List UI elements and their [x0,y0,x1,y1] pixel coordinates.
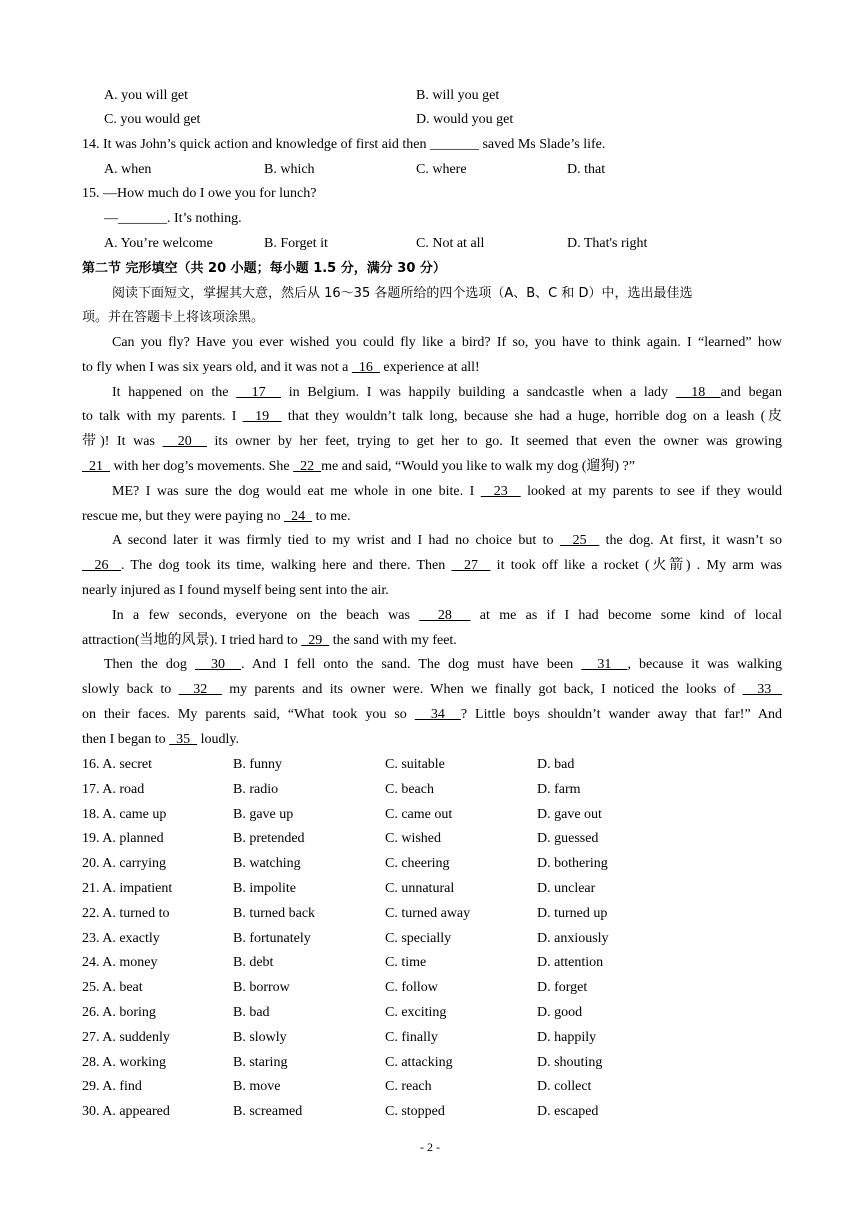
option-24-d: D. attention [537,955,604,971]
passage-text: its owner by her feet, trying to get her to go. It seemed that even the owner was growing [206,434,782,450]
q13-option-a: A. you will get [104,88,188,103]
blank-28: 28 [419,607,471,623]
blank-34: 34 [414,707,461,722]
passage-text: ME? I was sure the dog would eat me whole in one bite. I [112,483,481,499]
passage-text: rescue me, but they were paying no [82,508,285,524]
blank-20: 20 [162,434,207,450]
passage-text: to talk with my parents. I [82,409,243,425]
passage-text: and began [720,384,782,400]
blank-21: 21 [82,459,110,474]
passage-text: loudly. [197,731,239,747]
passage-text: experience at all! [379,359,480,375]
passage-text: then I began to [82,731,170,747]
passage-line [82,631,782,651]
option-26-c: C. exciting [385,1005,447,1020]
option-26-b: B. bad [233,1005,270,1020]
option-25-a: 25. A. beat [82,980,143,996]
option-20-a: 20. A. carrying [82,856,166,872]
passage-text: it took off like a rocket (火箭) . My arm was [490,558,782,574]
option-27-a: 27. A. suddenly [82,1029,170,1045]
option-18-b: B. gave up [233,806,294,822]
passage-text: my parents and its owner were. When we finally got back, I noticed the looks of [221,682,743,698]
q14-option-c: C. where [416,162,467,177]
passage-text: attraction(当地的风景). I tried hard to [82,632,302,648]
blank-25: 25 [559,533,600,549]
option-19-a: 19. A. planned [82,831,164,847]
blank-30: 30 [194,657,242,673]
blank-18: 18 [675,384,721,400]
option-30-b: B. screamed [233,1104,303,1120]
passage-line [112,531,782,551]
option-17-b: B. radio [233,781,279,797]
passage-text: . And I fell onto the sand. The dog must have been [241,657,582,673]
passage-line [82,407,782,427]
option-22-b: B. turned back [233,905,316,921]
option-17-d: D. farm [537,781,581,797]
passage-line [82,705,782,725]
blank-35: 35 [169,731,198,747]
option-17-c: C. beach [385,781,434,797]
passage-line [82,358,782,378]
passage-text: to fly when I was six years old, and it was not a [82,359,352,375]
passage-line [82,556,782,576]
passage-text: the sand with my feet. [329,632,457,648]
passage-line [82,457,782,477]
q15-stem: 15. —How much do I owe you for lunch? [82,186,317,201]
passage-text: A second later it was firmly tied to my wrist and I had no choice but to [112,533,560,549]
option-25-d: D. forget [537,980,588,996]
passage-text: ? Little boys shouldn’t wander away that far!” And [460,707,782,722]
blank-24: 24 [284,508,313,524]
blank-22: 22 [293,459,322,474]
option-21-c: C. unnatural [385,881,455,896]
q14-option-d: D. that [567,162,606,177]
passage-line [104,655,782,675]
option-20-d: D. bothering [537,856,608,872]
passage-text: with her dog’s movements. She [110,459,294,474]
q15-option-d: D. That's right [567,236,648,251]
passage-text: in Belgium. I was happily building a sandcastle when a lady [281,384,676,400]
blank-29: 29 [301,632,330,648]
option-23-d: D. anxiously [537,930,609,946]
option-30-c: C. stopped [385,1104,445,1120]
option-24-b: B. debt [233,955,274,971]
option-22-a: 22. A. turned to [82,905,170,921]
option-23-c: C. specially [385,930,452,946]
option-16-a: 16. A. secret [82,757,152,772]
section-instructions-line2: 项。并在答题卡上将该项涂黑。 [82,310,265,325]
q15-option-a: A. You’re welcome [104,236,213,251]
passage-line [82,730,782,750]
option-28-d: D. shouting [537,1054,603,1070]
passage-text: Then the dog [104,657,195,673]
passage-text: nearly injured as I found myself being sent into the air. [82,583,389,598]
passage-text: . The dog took its time, walking here and there. Then [120,558,452,574]
q14-option-a: A. when [104,162,152,177]
option-22-c: C. turned away [385,905,471,921]
passage-text: that they wouldn’t talk long, because she had a huge, horrible dog on a leash (皮 [281,409,782,425]
option-26-d: D. good [537,1005,583,1020]
option-24-a: 24. A. money [82,955,158,971]
option-20-c: C. cheering [385,856,450,872]
option-21-b: B. impolite [233,881,296,896]
option-23-a: 23. A. exactly [82,930,160,946]
passage-text: on their faces. My parents said, “What took you so [82,707,415,722]
passage-text: the dog. At first, it wasn’t so [599,533,782,549]
passage-text: , because it was walking [627,657,782,673]
option-19-b: B. pretended [233,831,305,847]
option-18-c: C. came out [385,806,453,822]
blank-16: 16 [351,359,380,375]
option-28-b: B. staring [233,1054,288,1070]
option-29-a: 29. A. find [82,1079,142,1095]
passage-line [82,432,782,452]
option-18-a: 18. A. came up [82,806,167,822]
option-19-c: C. wished [385,831,441,847]
option-16-d: D. bad [537,757,575,772]
passage-text: Can you fly? Have you ever wished you could fly like a bird? If so, you have to think again. I “learned” how [112,335,782,350]
blank-26: 26 [82,558,121,574]
blank-19: 19 [242,409,282,425]
passage-line [82,680,782,700]
q14-stem: 14. It was John’s quick action and knowledge of first aid then _______ saved Ms Slade’s life. [82,137,606,152]
option-27-c: C. finally [385,1029,438,1045]
passage-text: looked at my parents to see if they would [520,483,782,499]
option-20-b: B. watching [233,856,301,872]
option-27-d: D. happily [537,1029,597,1045]
blank-23: 23 [480,483,521,499]
section-heading: 第二节 完形填空（共 20 小题；每小题 1.5 分，满分 30 分） [82,261,446,276]
option-28-c: C. attacking [385,1054,453,1070]
option-29-d: D. collect [537,1079,592,1095]
q13-option-b: B. will you get [416,88,500,103]
option-30-d: D. escaped [537,1104,599,1120]
blank-32: 32 [178,682,222,698]
passage-line [82,507,782,527]
option-21-a: 21. A. impatient [82,881,173,896]
option-25-c: C. follow [385,980,438,996]
passage-text: It happened on the [112,384,237,400]
option-22-d: D. turned up [537,905,608,921]
option-30-a: 30. A. appeared [82,1104,170,1120]
passage-line [112,482,782,502]
passage-text: slowly back to [82,682,179,698]
q13-option-c: C. you would get [104,112,201,127]
option-29-b: B. move [233,1079,281,1095]
page-number: - 2 - [420,1140,440,1154]
option-18-d: D. gave out [537,806,602,822]
option-24-c: C. time [385,955,427,971]
q15-reply: —_______. It’s nothing. [104,211,242,226]
blank-27: 27 [451,558,491,574]
blank-33: 33 [742,682,782,698]
q13-option-d: D. would you get [416,112,514,127]
q15-option-c: C. Not at all [416,236,485,251]
section-instructions-line1: 阅读下面短文，掌握其大意，然后从 16～35 各题所给的四个选项（A、B、C 和 D）中，选出最佳选 [112,286,693,301]
q15-option-b: B. Forget it [264,236,328,251]
option-25-b: B. borrow [233,980,290,996]
option-19-d: D. guessed [537,831,599,847]
option-29-c: C. reach [385,1079,432,1095]
option-21-d: D. unclear [537,881,596,896]
option-16-c: C. suitable [385,757,445,772]
q14-option-b: B. which [264,162,315,177]
passage-line [112,606,782,626]
passage-text: 带)! It was [82,434,163,450]
passage-text: at me as if I had become some kind of local [470,607,782,623]
passage-text: In a few seconds, everyone on the beach was [112,607,420,623]
blank-31: 31 [581,657,628,673]
passage-line [112,383,782,403]
option-27-b: B. slowly [233,1029,287,1045]
option-26-a: 26. A. boring [82,1005,156,1020]
passage-line [112,333,782,353]
option-17-a: 17. A. road [82,781,145,797]
option-16-b: B. funny [233,757,282,772]
option-28-a: 28. A. working [82,1054,166,1070]
passage-text: to me. [312,508,351,524]
passage-line [82,581,782,601]
blank-17: 17 [236,384,282,400]
option-23-b: B. fortunately [233,930,311,946]
passage-text: me and said, “Would you like to walk my dog (遛狗) ?” [321,459,635,474]
